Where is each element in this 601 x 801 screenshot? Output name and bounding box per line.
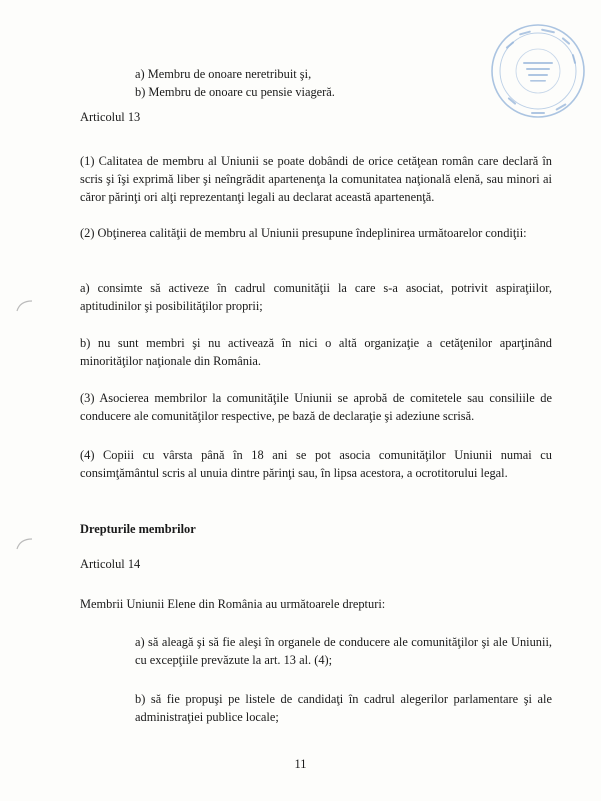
- page-number: 11: [294, 757, 307, 771]
- article-13-paragraph-2: (2) Obţinerea calităţii de membru al Uniunii presupune îndeplinirea următoarelor condiţii:: [80, 226, 527, 240]
- article-13-paragraph-4: (4) Copiii cu vârsta până în 18 ani se pot asocia comunităţilor Uniunii numai cu consimţământul scris al unuia dintre părinţi sau, în lipsa acestora, a ocrotitorului legal.: [80, 448, 552, 480]
- punch-hole-mark-icon: [14, 536, 34, 552]
- article-13-title: Articolul 13: [80, 110, 141, 124]
- article-14-intro: Membrii Uniunii Elene din România au următoarele drepturi:: [80, 597, 386, 611]
- list-item-honorary-unpaid: a) Membru de onoare neretribuit şi,: [135, 67, 312, 81]
- article-14-right-b: b) să fie propuşi pe listele de candidaţi în cadrul alegerilor parlamentare şi ale administraţiei publice locale;: [135, 692, 552, 724]
- section-heading: Drepturile membrilor: [80, 522, 196, 536]
- list-item-honorary-pension: b) Membru de onoare cu pensie viageră.: [135, 85, 335, 99]
- article-14-right-a: a) să aleagă şi să fie aleşi în organele de conducere ale comunităţilor şi ale Uniunii, cu excepţiile prevăzute la art. 13 al. (4);: [135, 635, 552, 667]
- article-13-condition-b: b) nu sunt membri şi nu activează în nici o altă organizaţie a cetăţenilor aparţinând minorităţilor naţionale din România.: [80, 336, 552, 368]
- article-13-paragraph-1: (1) Calitatea de membru al Uniunii se poate dobândi de orice cetăţean român care declară în scris şi îşi exprimă liber şi neîngrădit apartenenţa la comunitatea naţională elenă, sau minori ai căror părinţi ori alţi reprezentanţi legali au declarat această apartenenţă.: [80, 154, 552, 204]
- article-13-paragraph-3: (3) Asocierea membrilor la comunităţile Uniunii se aprobă de comitetele sau consiliile de conducere ale comunităţilor respective, pe bază de declaraţie şi adeziune scrisă.: [80, 391, 552, 423]
- punch-hole-mark-icon: [14, 298, 34, 314]
- round-official-seal-icon: [485, 18, 591, 124]
- article-14-title: Articolul 14: [80, 557, 141, 571]
- article-13-condition-a: a) consimte să activeze în cadrul comunităţii la care s-a asociat, potrivit aspiraţiilor, aptitudinilor şi posibilităţilor proprii;: [80, 281, 552, 313]
